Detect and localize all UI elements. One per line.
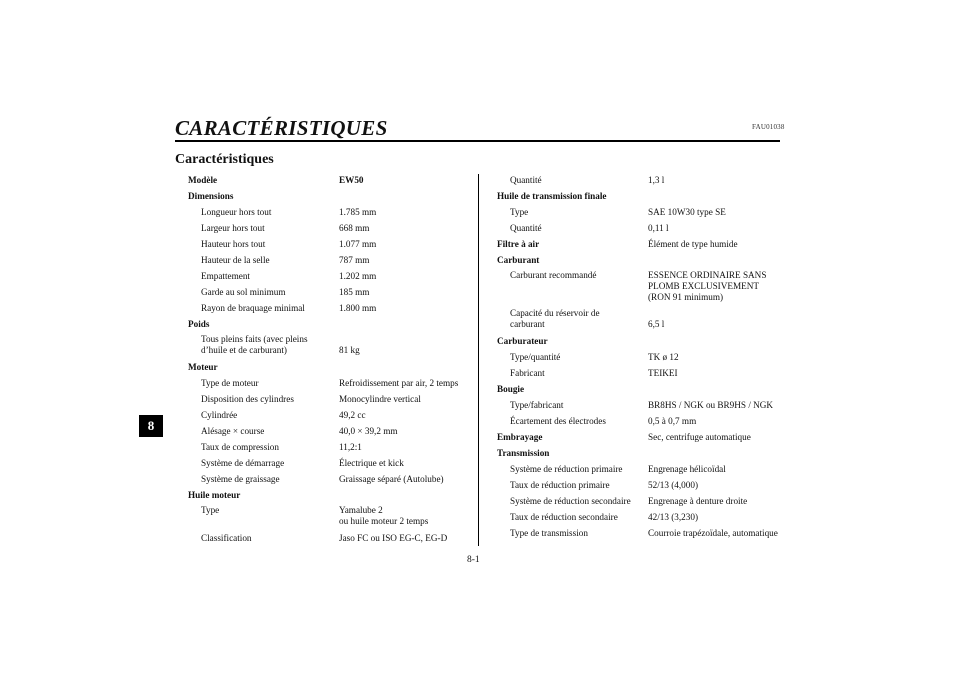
page-title: CARACTÉRISTIQUES xyxy=(175,116,388,140)
section-heading-dimensions: Dimensions xyxy=(188,191,234,201)
title-rule xyxy=(175,140,780,142)
spec-row-oil-type: Type Yamalube 2 ou huile moteur 2 temps xyxy=(201,505,429,526)
spec-row: Taux de réduction secondaire 42/13 (3,230) xyxy=(510,512,699,522)
spec-row: Cylindrée 49,2 cc xyxy=(201,410,366,420)
spec-row: Longueur hors tout 1.785 mm xyxy=(201,207,377,217)
spec-row: Système de réduction primaire Engrenage hélicoïdal xyxy=(510,464,726,474)
spec-row-air-filter: Filtre à air Élément de type humide xyxy=(497,239,738,249)
spec-row: Hauteur hors tout 1.077 mm xyxy=(201,239,377,249)
spec-row: Taux de compression 11,2:1 xyxy=(201,442,362,452)
section-heading-spark-plug: Bougie xyxy=(497,384,525,394)
spec-row: Quantité 0,11 l xyxy=(510,223,669,233)
spec-row-oil-classification: Classification Jaso FC ou ISO EG-C, EG-D xyxy=(201,533,448,543)
spec-row: Type SAE 10W30 type SE xyxy=(510,207,726,217)
section-heading-carburetor: Carburateur xyxy=(497,336,548,346)
section-heading-fuel: Carburant xyxy=(497,255,540,265)
section-heading-final-drive-oil: Huile de transmission finale xyxy=(497,191,607,201)
chapter-tab: 8 xyxy=(139,415,163,437)
spec-row: Largeur hors tout 668 mm xyxy=(201,223,370,233)
spec-label: Modèle xyxy=(188,175,218,185)
spec-row-oil-quantity: Quantité 1,3 l xyxy=(510,175,665,185)
spec-row: Écartement des électrodes 0,5 à 0,7 mm xyxy=(510,416,697,426)
spec-row-weight: Tous pleins faits (avec pleins d’huile et de carburant) 81 kg xyxy=(201,334,360,355)
spec-row: Système de démarrage Électrique et kick xyxy=(201,458,404,468)
spec-row-model xyxy=(188,172,473,188)
spec-row: Type/quantité TK ø 12 xyxy=(510,352,679,362)
page-number: 8-1 xyxy=(467,555,480,565)
spec-row: Type de transmission Courroie trapézoïdale, automatique xyxy=(510,528,778,538)
spec-row: Type de moteur Refroidissement par air, 2 temps xyxy=(201,378,459,388)
right-spec-column xyxy=(497,172,787,541)
spec-row-fuel-tank: Capacité du réservoir de carburant 6,5 l xyxy=(510,308,665,329)
spec-row: Alésage × course 40,0 × 39,2 mm xyxy=(201,426,398,436)
column-divider xyxy=(478,174,479,546)
left-spec-column xyxy=(188,172,473,546)
section-subtitle: Caractéristiques xyxy=(175,152,274,167)
spec-row: Taux de réduction primaire 52/13 (4,000) xyxy=(510,480,699,490)
spec-row: Type/fabricant BR8HS / NGK ou BR9HS / NGK xyxy=(510,400,774,410)
spec-row: Système de réduction secondaire Engrenage à denture droite xyxy=(510,496,748,506)
document-code: FAU01038 xyxy=(752,123,785,131)
section-heading-transmission: Transmission xyxy=(497,448,550,458)
spec-row: Disposition des cylindres Monocylindre vertical xyxy=(201,394,421,404)
spec-row: Système de graissage Graissage séparé (Autolube) xyxy=(201,474,444,484)
spec-row: Empattement 1.202 mm xyxy=(201,271,377,281)
section-heading-engine-oil: Huile moteur xyxy=(188,490,241,500)
spec-row: Rayon de braquage minimal 1.800 mm xyxy=(201,303,377,313)
spec-value: EW50 xyxy=(339,175,364,185)
spec-row-clutch: Embrayage Sec, centrifuge automatique xyxy=(497,432,751,442)
spec-row: Hauteur de la selle 787 mm xyxy=(201,255,370,265)
spec-row-fuel-recommended: Carburant recommandé ESSENCE ORDINAIRE SANS PLOMB EXCLUSIVEMENT (RON 91 minimum) xyxy=(510,270,767,302)
section-heading-weight: Poids xyxy=(188,319,210,329)
spec-row: Fabricant TEIKEI xyxy=(510,368,678,378)
spec-row: Garde au sol minimum 185 mm xyxy=(201,287,370,297)
section-heading-engine: Moteur xyxy=(188,362,218,372)
